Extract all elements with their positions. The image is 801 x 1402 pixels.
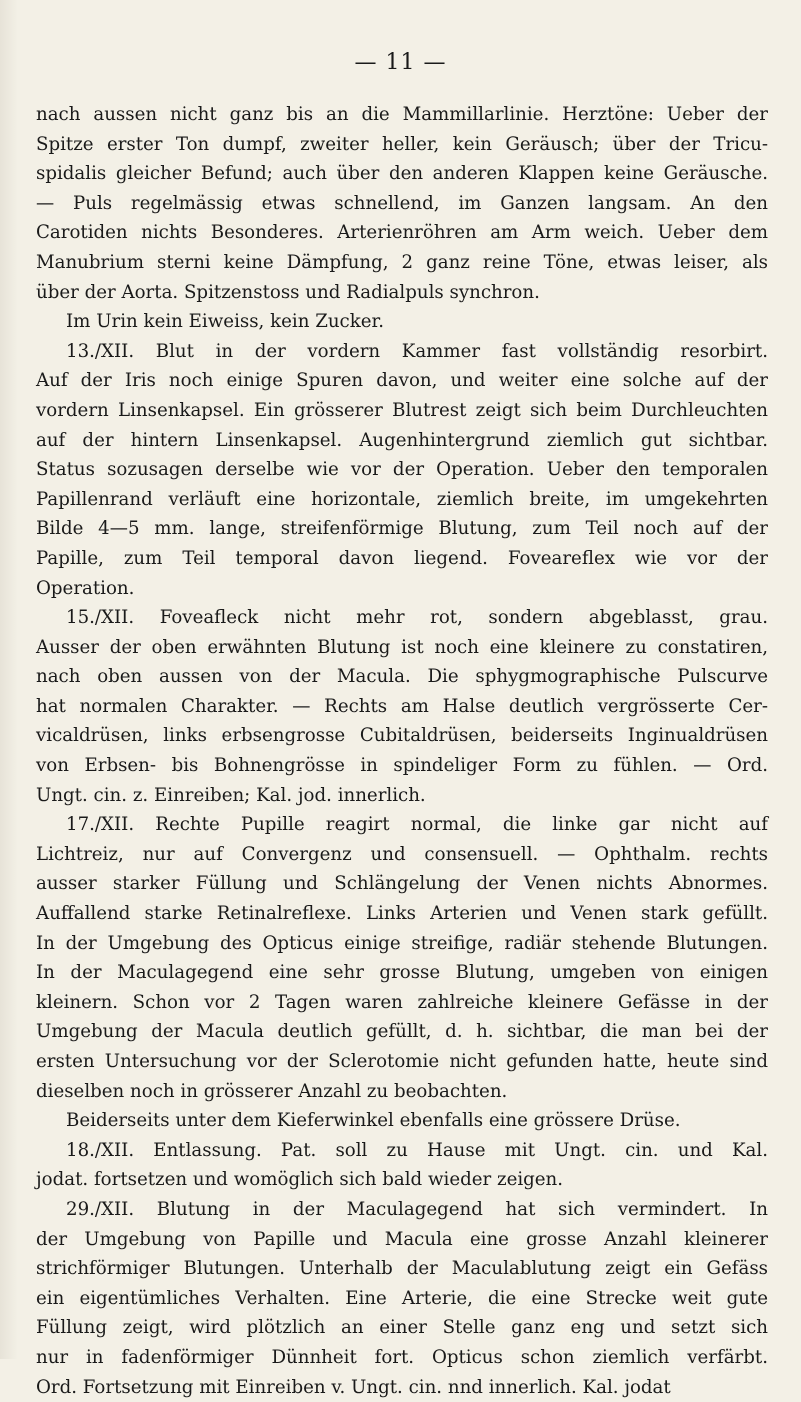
text-line: — Puls regelmässig etwas schnellend, im Ganzen langsam. An den	[36, 192, 768, 214]
paragraph	[36, 603, 768, 810]
body-text	[36, 100, 768, 1402]
text-line: Auf der Iris noch einige Spuren davon, und weiter eine solche auf der	[36, 370, 768, 392]
text-line: 15./XII. Foveafleck nicht mehr rot, sondern abgeblasst, grau.	[66, 607, 768, 629]
text-line: strichförmiger Blutungen. Unterhalb der Maculablutung zeigt ein Gefäss	[36, 1258, 768, 1280]
text-line: In der Maculagegend eine sehr grosse Blutung, umgeben von einigen	[36, 962, 768, 984]
paragraph	[36, 1106, 768, 1136]
page-number-header: — 11 —	[354, 50, 447, 75]
text-line: Bilde 4—5 mm. lange, streifenförmige Blutung, zum Teil noch auf der	[36, 518, 768, 540]
text-line: Papille, zum Teil temporal davon liegend. Foveareflex wie vor der	[36, 547, 768, 569]
text-line: Ungt. cin. z. Einreiben; Kal. jod. innerlich.	[36, 784, 426, 806]
text-line: Ausser der oben erwähnten Blutung ist noch eine kleinere zu constatiren,	[36, 636, 768, 658]
paragraph	[36, 1195, 768, 1402]
text-line: jodat. fortsetzen und womöglich sich bald wieder zeigen.	[36, 1169, 564, 1191]
text-line: dieselben noch in grösserer Anzahl zu beobachten.	[36, 1080, 508, 1102]
paragraph	[36, 810, 768, 1106]
text-line: der Umgebung von Papille und Macula eine grosse Anzahl kleinerer	[36, 1228, 768, 1250]
text-line: 17./XII. Rechte Pupille reagirt normal, die linke gar nicht auf	[66, 814, 768, 836]
text-line: hat normalen Charakter. — Rechts am Halse deutlich vergrösserte Cer-	[36, 695, 768, 717]
text-line: vordern Linsenkapsel. Ein grösserer Blutrest zeigt sich beim Durchleuchten	[36, 399, 768, 421]
text-line: spidalis gleicher Befund; auch über den anderen Klappen keine Geräusche.	[36, 163, 768, 185]
text-line: über der Aorta. Spitzenstoss und Radialpuls synchron.	[36, 281, 540, 303]
text-line: nach oben aussen von der Macula. Die sphygmographische Pulscurve	[36, 666, 768, 688]
text-line: Operation.	[36, 577, 135, 599]
text-line: Papillenrand verläuft eine horizontale, ziemlich breite, im umgekehrten	[36, 488, 768, 510]
text-line: Füllung zeigt, wird plötzlich an einer Stelle ganz eng und setzt sich	[36, 1317, 768, 1339]
text-line: Beiderseits unter dem Kieferwinkel ebenfalls eine grössere Drüse.	[66, 1110, 681, 1132]
text-line: 29./XII. Blutung in der Maculagegend hat sich vermindert. In	[66, 1198, 768, 1220]
text-line: Umgebung der Macula deutlich gefüllt, d. h. sichtbar, die man bei der	[36, 1021, 768, 1043]
paragraph	[36, 100, 768, 307]
text-line: Lichtreiz, nur auf Convergenz und consensuell. — Ophthalm. rechts	[36, 843, 768, 865]
text-line: von Erbsen- bis Bohnengrösse in spindeliger Form zu fühlen. — Ord.	[36, 755, 768, 777]
text-line: ausser starker Füllung und Schlängelung der Venen nichts Abnormes.	[36, 873, 768, 895]
paragraph	[36, 307, 768, 337]
text-line: Manubrium sterni keine Dämpfung, 2 ganz reine Töne, etwas leiser, als	[36, 251, 768, 273]
text-line: In der Umgebung des Opticus einige streifige, radiär stehende Blutungen.	[36, 932, 768, 954]
text-line: Auffallend starke Retinalreflexe. Links Arterien und Venen stark gefüllt.	[36, 903, 768, 925]
text-line: kleinern. Schon vor 2 Tagen waren zahlreiche kleinere Gefässe in der	[36, 991, 768, 1013]
text-line: ein eigentümliches Verhalten. Eine Arterie, die eine Strecke weit gute	[36, 1287, 768, 1309]
text-line: auf der hintern Linsenkapsel. Augenhintergrund ziemlich gut sichtbar.	[36, 429, 768, 451]
text-line: 18./XII. Entlassung. Pat. soll zu Hause mit Ungt. cin. und Kal.	[66, 1139, 768, 1161]
text-line: Status sozusagen derselbe wie vor der Operation. Ueber den temporalen	[36, 459, 768, 481]
text-line: Ord. Fortsetzung mit Einreiben v. Ungt. cin. nnd innerlich. Kal. jodat	[36, 1376, 671, 1398]
text-line: Im Urin kein Eiweiss, kein Zucker.	[66, 311, 385, 333]
text-line: ersten Untersuchung vor der Sclerotomie nicht gefunden hatte, heute sind	[36, 1051, 768, 1072]
text-line: Spitze erster Ton dumpf, zweiter heller, kein Geräusch; über der Tricu-	[36, 133, 768, 155]
text-line: nur in fadenförmiger Dünnheit fort. Opticus schon ziemlich verfärbt.	[36, 1346, 768, 1368]
paragraph	[36, 1136, 768, 1195]
text-line: vicaldrüsen, links erbsengrosse Cubitaldrüsen, beiderseits Inginualdrüsen	[36, 725, 768, 747]
text-line: nach aussen nicht ganz bis an die Mammillarlinie. Herztöne: Ueber der	[36, 104, 768, 125]
text-line: 13./XII. Blut in der vordern Kammer fast vollständig resorbirt.	[66, 340, 768, 362]
text-line: Carotiden nichts Besonderes. Arterienröhren am Arm weich. Ueber dem	[36, 222, 768, 244]
paragraph	[36, 337, 768, 603]
